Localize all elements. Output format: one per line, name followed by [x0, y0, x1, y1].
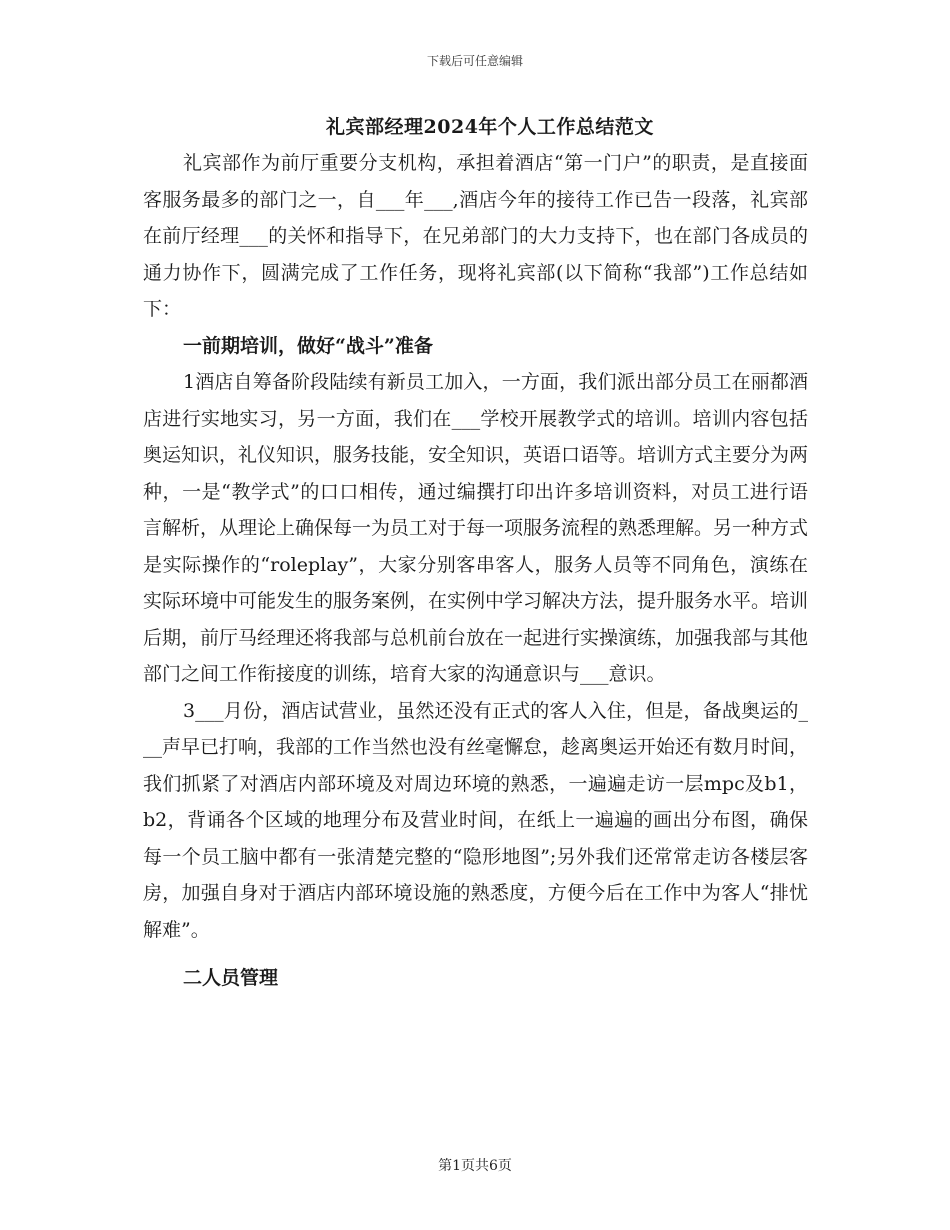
- training-paragraph: 1酒店自筹备阶段陆续有新员工加入，一方面，我们派出部分员工在丽都酒店进行实地实习，另一方面，我们在___学校开展教学式的培训。培训内容包括奥运知识，礼仪知识，服务技能，安全知识，英语口语等。培训方式主要分为两种，一是“教学式”的口口相传，通过编撰打印出许多培训资料，对员工进行语言解析，从理论上确保每一为员工对于每一项服务流程的熟悉理解。另一种方式是实际操作的“roleplay”，大家分别客串客人，服务人员等不同角色，演练在实际环境中可能发生的服务案例，在实例中学习解决方法，提升服务水平。培训后期，前厅马经理还将我部与总机前台放在一起进行实操演练，加强我部与其他部门之间工作衔接度的训练，培育大家的沟通意识与___意识。: [143, 371, 809, 685]
- section-heading-training: 一前期培训，做好“战斗”准备: [183, 334, 433, 357]
- section-heading-staff-management: 二人员管理: [183, 967, 279, 989]
- document-title: 礼宾部经理2024年个人工作总结范文: [326, 116, 654, 138]
- document-body: [143, 145, 808, 997]
- trial-operation-paragraph: 3___月份，酒店试营业，虽然还没有正式的客人入住，但是，备战奥运的___声早已打响，我部的工作当然也没有丝毫懈怠，趁离奥运开始还有数月时间，我们抓紧了对酒店内部环境及对周边环境的熟悉，一遍遍走访一层mpc及b1，b2，背诵各个区域的地理分布及营业时间，在纸上一遍遍的画出分布图，确保每一个员工脑中都有一张清楚完整的“隐形地图”;另外我们还常常走访各楼层客房，加强自身对于酒店内部环境设施的熟悉度，方便今后在工作中为客人“排忧解难”。: [143, 699, 809, 941]
- intro-paragraph: 礼宾部作为前厅重要分支机构，承担着酒店“第一门户”的职责，是直接面客服务最多的部门之一，自___年___,酒店今年的接待工作已告一段落，礼宾部在前厅经理___的关怀和指导下，在兄弟部门的大力支持下，也在部门各成员的通力协作下，圆满完成了工作任务，现将礼宾部(以下简称“我部”)工作总结如下：: [143, 152, 808, 320]
- page-header-note: 下载后可任意编辑: [426, 54, 523, 68]
- page-footer-page-number: 第1页共6页: [438, 1158, 512, 1174]
